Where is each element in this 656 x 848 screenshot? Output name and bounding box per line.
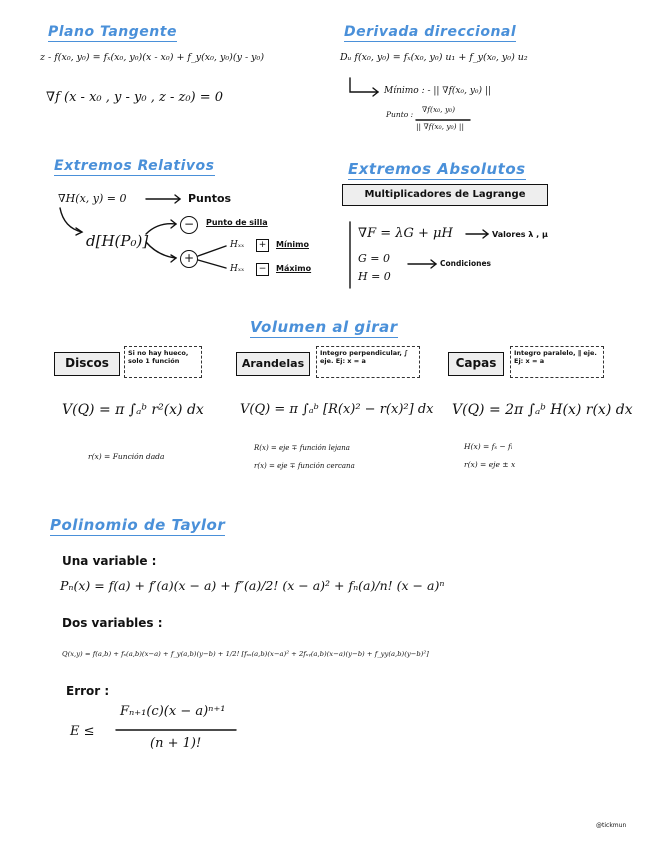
derivada-punto-denominator: || ∇f(x₀, y₀) || [416,122,464,131]
signature: @tickmun [596,822,627,829]
heading-volumen-al-girar: Volumen al girar [250,318,398,336]
lagrange-box: Multiplicadores de Lagrange [342,184,548,206]
relativos-maximo: Máximo [276,264,312,273]
arandelas-R: R(x) = eje ∓ función lejana [254,444,350,452]
capas-formula: V(Q) = 2π ∫ₐᵇ H(x) r(x) dx [452,402,633,418]
minus-circle-icon: − [180,216,198,234]
heading-polinomio-taylor: Polinomio de Taylor [50,516,226,534]
absolutos-equation-3: H = 0 [358,270,391,283]
plus-circle-icon: + [180,250,198,268]
absolutos-valores: Valores λ , μ [492,230,548,239]
plus-square-icon: + [256,239,269,252]
taylor-dos-equation: Q(x,y) = f(a,b) + fₓ(a,b)(x−a) + f_y(a,b)(y−b) + 1/2! [fₓₓ(a,b)(x−a)² + 2fₓᵧ(a,b)(x−a)(y−b) + f_yy(a,b)(y−b)²] [62,650,429,658]
capas-r: r(x) = eje ± x [464,460,516,469]
relativos-gradient: ∇H(x, y) = 0 [58,192,127,205]
relativos-hxx-1: Hₓₓ [230,240,245,250]
capas-H: H(x) = fₛ − fᵢ [464,442,513,451]
taylor-una-equation: Pₙ(x) = f(a) + f′(a)(x − a) + f″(a)/2! (x − a)² + fₙ(a)/n! (x − a)ⁿ [60,578,445,593]
taylor-error-lhs: E ≤ [70,724,95,739]
heading-derivada-direccional: Derivada direccional [344,24,517,40]
taylor-una-variable: Una variable : [62,554,157,568]
plano-equation-2: ∇f (x - x₀ , y - y₀ , z - z₀) = 0 [46,90,224,105]
arandelas-note: Integro perpendicular, ∫ eje. Ej: x = a [316,346,420,378]
relativos-determinant: d[H(P₀)] [86,232,149,250]
discos-note: Si no hay hueco, solo 1 función [124,346,202,378]
derivada-equation: Dᵤ f(x₀, y₀) = fₓ(x₀, y₀) u₁ + f_y(x₀, y₀) u₂ [340,52,528,63]
arandelas-r: r(x) = eje ∓ función cercana [254,462,355,470]
heading-extremos-absolutos: Extremos Absolutos [348,160,526,178]
minus-square-icon: − [256,263,269,276]
discos-box: Discos [54,352,120,376]
taylor-error-numerator: Fₙ₊₁(c)(x − a)ⁿ⁺¹ [120,704,226,719]
absolutos-condiciones: Condiciones [440,259,491,268]
relativos-minimo: Mínimo [276,240,309,249]
capas-box: Capas [448,352,504,376]
discos-r: r(x) = Función dada [88,452,165,461]
hook-arrow-icon [350,78,378,92]
relativos-puntos: Puntos [188,192,232,205]
plano-equation-1: z - f(x₀, y₀) = fₓ(x₀, y₀)(x - x₀) + f_y(x₀, y₀)(y - y₀) [40,52,265,63]
relativos-silla: Punto de silla [206,218,268,227]
discos-formula: V(Q) = π ∫ₐᵇ r²(x) dx [62,402,204,418]
heading-extremos-relativos: Extremos Relativos [54,158,215,174]
relativos-hxx-2: Hₓₓ [230,264,245,274]
taylor-error: Error : [66,684,110,698]
curved-arrow-icon [60,208,82,232]
derivada-punto-numerator: ∇f(x₀, y₀) [422,105,456,114]
derivada-punto-label: Punto : [386,110,414,119]
taylor-error-denominator: (n + 1)! [150,736,202,751]
absolutos-equation-2: G = 0 [358,252,390,265]
arandelas-formula: V(Q) = π ∫ₐᵇ [R(x)² − r(x)²] dx [240,402,434,417]
absolutos-equation-1: ∇F = λG + μH [358,226,453,241]
arandelas-box: Arandelas [236,352,310,376]
derivada-minimo: Mínimo : - || ∇f(x₀, y₀) || [384,86,491,96]
capas-note: Integro paralelo, ∥ eje. Ej: x = a [510,346,604,378]
taylor-dos-variables: Dos variables : [62,616,163,630]
heading-plano-tangente: Plano Tangente [48,24,177,40]
